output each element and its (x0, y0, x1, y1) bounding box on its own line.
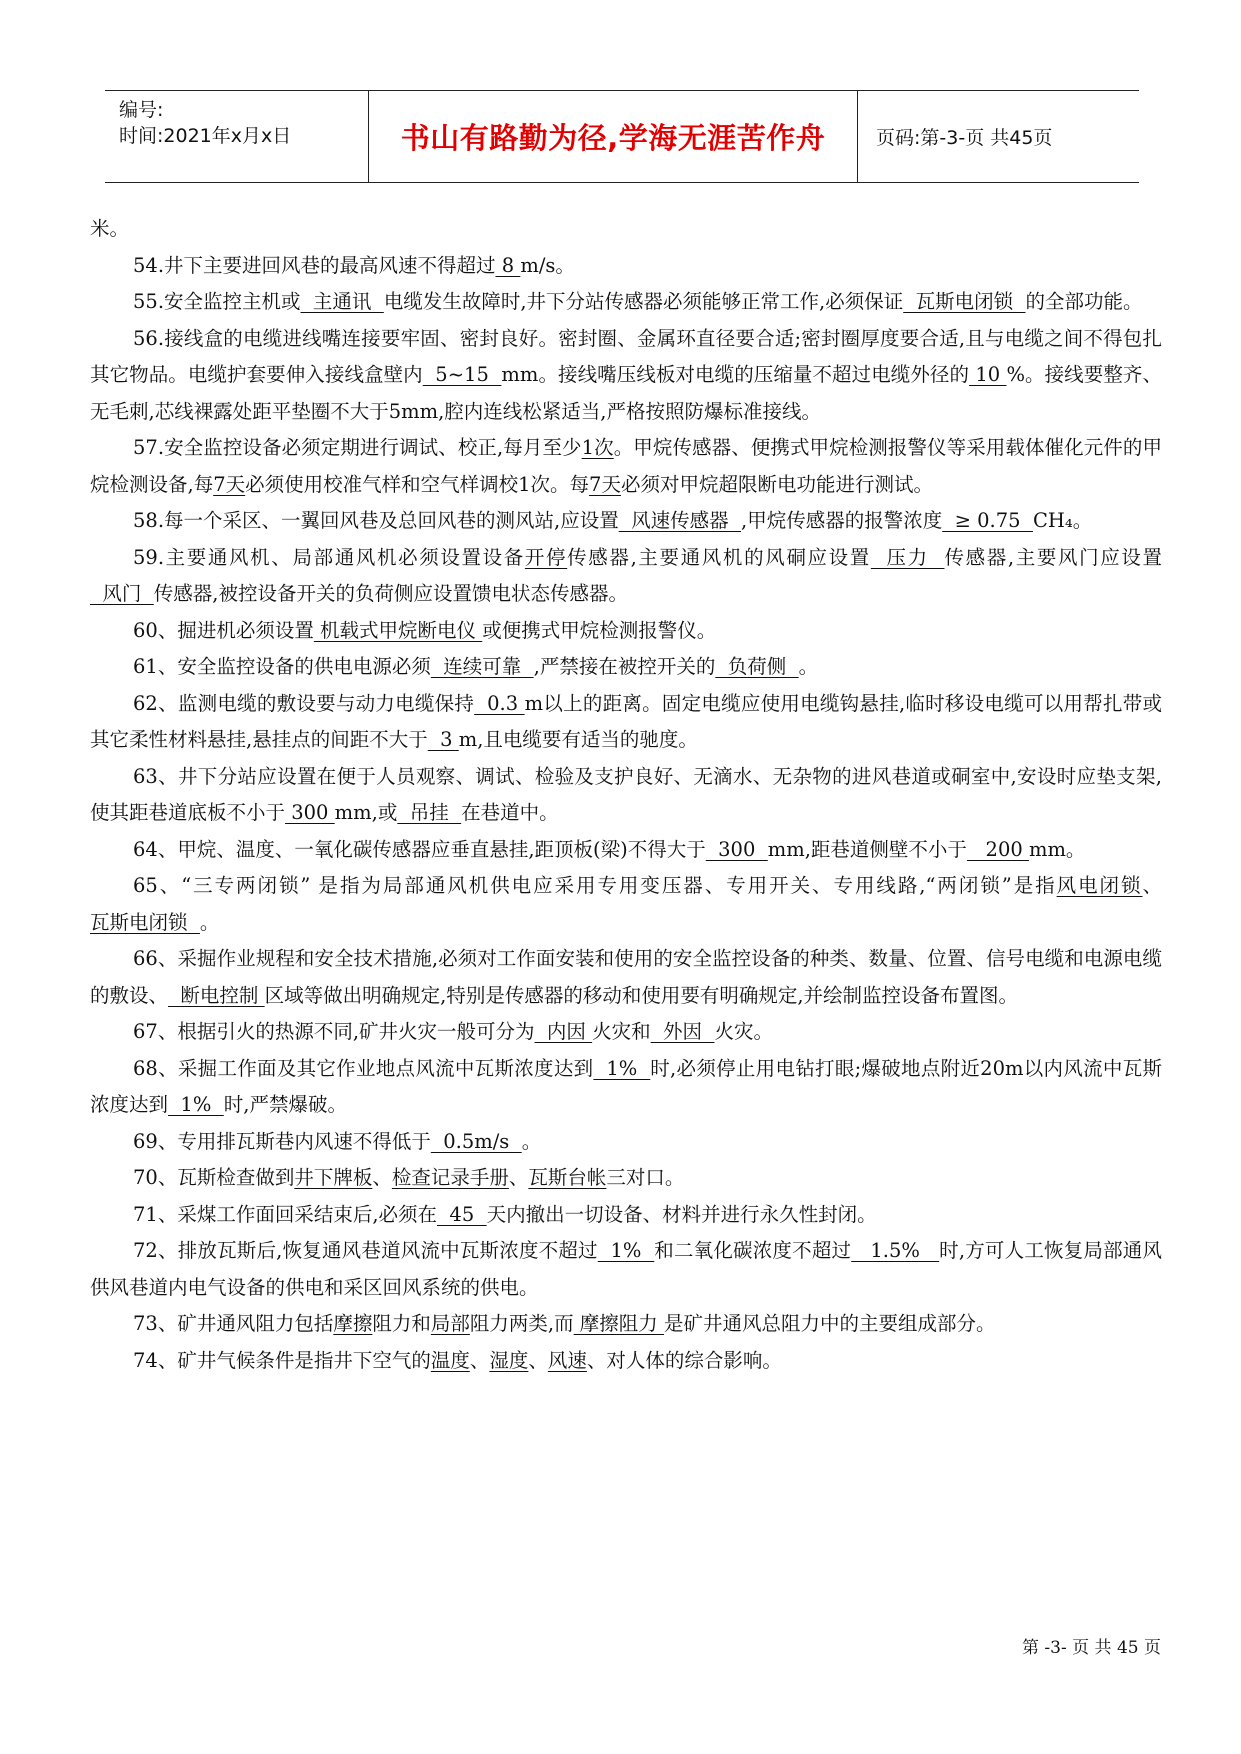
answer: 开停 (524, 545, 568, 569)
answer: 200 (966, 837, 1029, 861)
page-footer: 第 -3- 页 共 45 页 (1022, 1638, 1161, 1658)
question-59: 59.主要通风机、局部通风机必须设置设备开停传感器,主要通风机的风硐应设置 压力 传感器,主要风门应设置 风门 传感器,被控设备开关的负荷侧应设置馈电状态传感器。 (90, 545, 1162, 605)
question-72: 72、排放瓦斯后,恢复通风巷道风流中瓦斯浓度不超过 1% 和二氧化碳浓度不超过 1.5% 时,方可人工恢复局部通风供风巷道内电气设备的供电和采区回风系统的供电。 (90, 1239, 1162, 1299)
answer: 7天 (589, 472, 621, 496)
question-54: 54.井下主要进回风巷的最高风速不得超过 8 m/s。 (133, 253, 575, 277)
answer: 检查记录手册 (391, 1166, 509, 1189)
answer: 压力 (870, 545, 945, 569)
number-label: 编号: (119, 99, 164, 121)
question-69: 69、专用排瓦斯巷内风速不得低于 0.5m/s 。 (133, 1129, 542, 1153)
paragraph-continuation: 米。 (90, 217, 130, 240)
answer: 1% (597, 1239, 655, 1262)
answer: 内因 (534, 1020, 593, 1043)
motto: 书山有路勤为径,学海无涯苦作舟 (400, 121, 826, 155)
document-header (105, 90, 1139, 183)
question-67: 67、根据引火的热源不同,矿井火灾一般可分为 内因 火灾和 外因 火灾。 (133, 1020, 773, 1043)
header-motto-cell (369, 91, 858, 182)
answer: 局部 (430, 1312, 470, 1335)
question-71: 71、采煤工作面回采结束后,必须在 45 天内撤出一切设备、材料并进行永久性封闭。 (133, 1202, 877, 1226)
answer: 湿度 (489, 1348, 529, 1372)
answer: 10 (969, 363, 1007, 386)
time-label: 时间:2021年x月x日 (119, 125, 292, 147)
question-73: 73、矿井通风阻力包括摩擦阻力和局部阻力两类,而 摩擦阻力 是矿井通风总阻力中的主要组成部分。 (133, 1312, 996, 1335)
answer: 0.5m/s (430, 1129, 522, 1153)
question-61: 61、安全监控设备的供电电源必须 连续可靠 ,严禁接在被控开关的 负荷侧 。 (133, 655, 819, 678)
answer: 吊挂 (397, 801, 462, 824)
answer: ≥ 0.75 (942, 509, 1033, 532)
question-63: 63、井下分站应设置在便于人员观察、调试、检验及支护良好、无滴水、无杂物的进风巷道或硐室中,安设时应垫支架,使其距巷道底板不小于 300 mm,或 吊挂 在巷道中。 (90, 764, 1162, 824)
answer: 1次 (581, 436, 614, 459)
question-74: 74、矿井气候条件是指井下空气的温度、湿度、风速、对人体的综合影响。 (133, 1348, 782, 1372)
answer: 1% (593, 1056, 651, 1080)
answer: 300 (285, 801, 335, 824)
answer: 主通讯 (300, 290, 384, 313)
answer: 7天 (213, 472, 246, 496)
question-62: 62、监测电缆的敷设要与动力电缆保持 0.3 m以上的距离。固定电缆应使用电缆钩悬挂,临时移设电缆可以用帮扎带或其它柔性材料悬挂,悬挂点的间距不大于 3 m,且电缆要有适当的驰度。 (90, 691, 1162, 751)
answer: 连续可靠 (430, 655, 534, 678)
question-56: 56.接线盒的电缆进线嘴连接要牢固、密封良好。密封圈、金属环直径要合适;密封圈厚度要合适,且与电缆之间不得包扎其它物品。电缆护套要伸入接线盒壁内 5~15 mm。接线嘴压线板对电缆的压缩量不超过电缆外径的 10 %。接线要整齐、无毛刺,芯线裸露处距平垫圈不大于5mm,腔内连线松紧适当,严格按照防爆标准接线。 (90, 326, 1162, 423)
question-66: 66、采掘作业规程和安全技术措施,必须对工作面安装和使用的安全监控设备的种类、数量、位置、信号电缆和电源电缆的敷设、 断电控制 区域等做出明确规定,特别是传感器的移动和使用要有明确规定,并绘制监控设备布置图。 (90, 947, 1162, 1007)
header-page-cell (858, 91, 1139, 182)
question-58: 58.每一个采区、一翼回风巷及总回风巷的测风站,应设置 风速传感器 ,甲烷传感器的报警浓度 ≥ 0.75 CH₄。 (133, 509, 1093, 532)
answer: 1% (168, 1093, 224, 1116)
question-60: 60、掘进机必须设置 机载式甲烷断电仪 或便携式甲烷检测报警仪。 (133, 618, 717, 642)
document-body (90, 211, 1162, 1379)
answer: 3 (427, 728, 459, 751)
answer: 摩擦阻力 (573, 1312, 664, 1335)
answer: 1.5% (851, 1239, 940, 1262)
answer: 摩擦 (333, 1312, 373, 1335)
answer: 风速 (547, 1348, 587, 1372)
answer: 负荷侧 (715, 655, 799, 678)
answer: 瓦斯台帐 (528, 1166, 607, 1189)
answer: 风速传感器 (618, 509, 742, 532)
question-57: 57.安全监控设备必须定期进行调试、校正,每月至少1次。甲烷传感器、便携式甲烷检测报警仪等采用载体催化元件的甲烷检测设备,每7天必须使用校准气样和空气样调校1次。每7天必须对甲烷超限断电功能进行测试。 (90, 436, 1162, 496)
answer: 45 (437, 1202, 487, 1226)
question-65: 65、“三专两闭锁” 是指为局部通风机供电应采用专用变压器、专用开关、专用线路,“两闭锁”是指风电闭锁、瓦斯电闭锁 。 (90, 874, 1162, 934)
answer: 瓦斯电闭锁 (90, 910, 200, 934)
question-55: 55.安全监控主机或 主通讯 电缆发生故障时,井下分站传感器必须能够正常工作,必须保证 瓦斯电闭锁 的全部功能。 (133, 290, 1143, 313)
answer: 瓦斯电闭锁 (903, 290, 1026, 313)
answer: 温度 (430, 1348, 470, 1372)
answer: 机载式甲烷断电仪 (313, 618, 483, 642)
answer: 风门 (90, 582, 154, 605)
question-70: 70、瓦斯检查做到井下牌板、检查记录手册、瓦斯台帐三对口。 (133, 1166, 685, 1189)
answer: 8 (495, 253, 521, 277)
question-68: 68、采掘工作面及其它作业地点风流中瓦斯浓度达到 1% 时,必须停止用电钻打眼;爆破地点附近20m以内风流中瓦斯浓度达到 1% 时,严禁爆破。 (90, 1056, 1162, 1116)
answer: 风电闭锁 (1056, 874, 1143, 897)
header-info-cell (105, 91, 369, 182)
answer: 5~15 (422, 363, 502, 386)
answer: 外因 (650, 1020, 715, 1043)
page-code: 页码:第-3-页 共45页 (876, 127, 1053, 149)
answer: 0.3 (474, 691, 525, 715)
answer: 断电控制 (168, 983, 265, 1007)
answer: 300 (705, 837, 768, 861)
question-64: 64、甲烷、温度、一氧化碳传感器应垂直悬挂,距顶板(梁)不得大于 300 mm,距巷道侧壁不小于 200 mm。 (133, 837, 1086, 861)
answer: 井下牌板 (294, 1166, 373, 1189)
